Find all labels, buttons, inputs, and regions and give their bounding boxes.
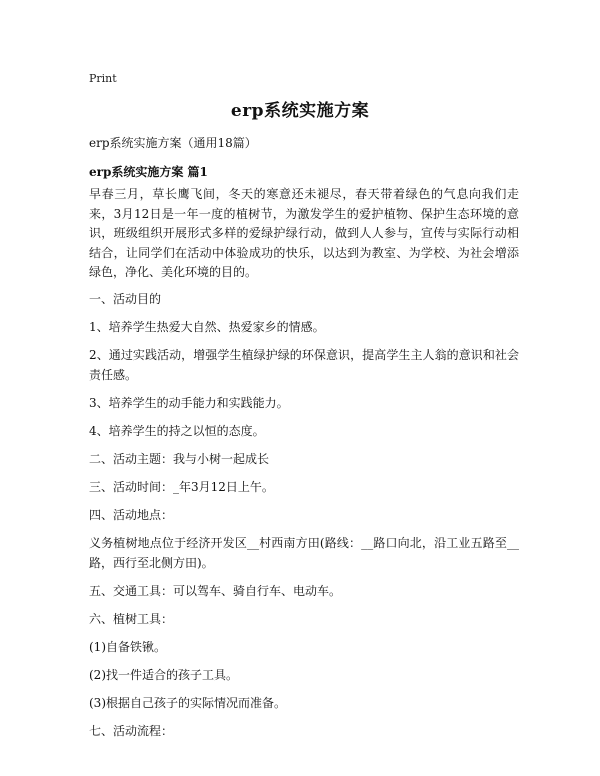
heading-activity-location: 四、活动地点： [89, 508, 174, 523]
location-details: 义务植树地点位于经济开发区__村西南方田(路线：__路口向北，沿工业五路至__路，西行至北侧方田)。 [89, 536, 519, 570]
document-subtitle: erp系统实施方案（通用18篇） [89, 136, 257, 150]
intro-paragraph: 早春三月，草长鹰飞间，冬天的寒意还未褪尽，春天带着绿色的气息向我们走来，3月12日是一年一度的植树节，为激发学生的爱护植物、保护生态环境的意识，班级组织开展形式多样的爱绿护绿行动，做到人人参与，宣传与实际行动相结合，让同学们在活动中体验成功的快乐，以达到为教室、为学校、为社会增添绿色，净化、美化环境的目的。 [89, 187, 519, 280]
heading-activity-purpose: 一、活动目的 [89, 291, 162, 306]
tool-item-2: (2)找一件适合的孩子工具。 [89, 668, 238, 683]
heading-transport: 五、交通工具：可以驾车、骑自行车、电动车。 [89, 584, 342, 598]
heading-activity-time: 三、活动时间：_年3月12日上午。 [89, 480, 274, 495]
section-heading: erp系统实施方案 篇1 [89, 165, 208, 179]
print-label: Print [89, 72, 117, 85]
purpose-item-4: 4、培养学生的持之以恒的态度。 [89, 423, 265, 438]
heading-tree-tools: 六、植树工具： [89, 612, 174, 627]
tool-item-1: (1)自备铁锹。 [89, 640, 166, 655]
document-body [89, 185, 519, 751]
document-title: erp系统实施方案 [230, 101, 370, 121]
tool-item-3: (3)根据自己孩子的实际情况而准备。 [89, 696, 286, 711]
purpose-item-3: 3、培养学生的动手能力和实践能力。 [89, 395, 289, 410]
heading-activity-theme: 二、活动主题：我与小树一起成长 [89, 452, 270, 467]
heading-activity-process: 七、活动流程： [89, 724, 174, 739]
purpose-item-2: 2、通过实践活动，增强学生植绿护绿的环保意识，提高学生主人翁的意识和社会责任感。 [89, 348, 519, 382]
purpose-item-1: 1、培养学生热爱大自然、热爱家乡的情感。 [89, 320, 325, 335]
